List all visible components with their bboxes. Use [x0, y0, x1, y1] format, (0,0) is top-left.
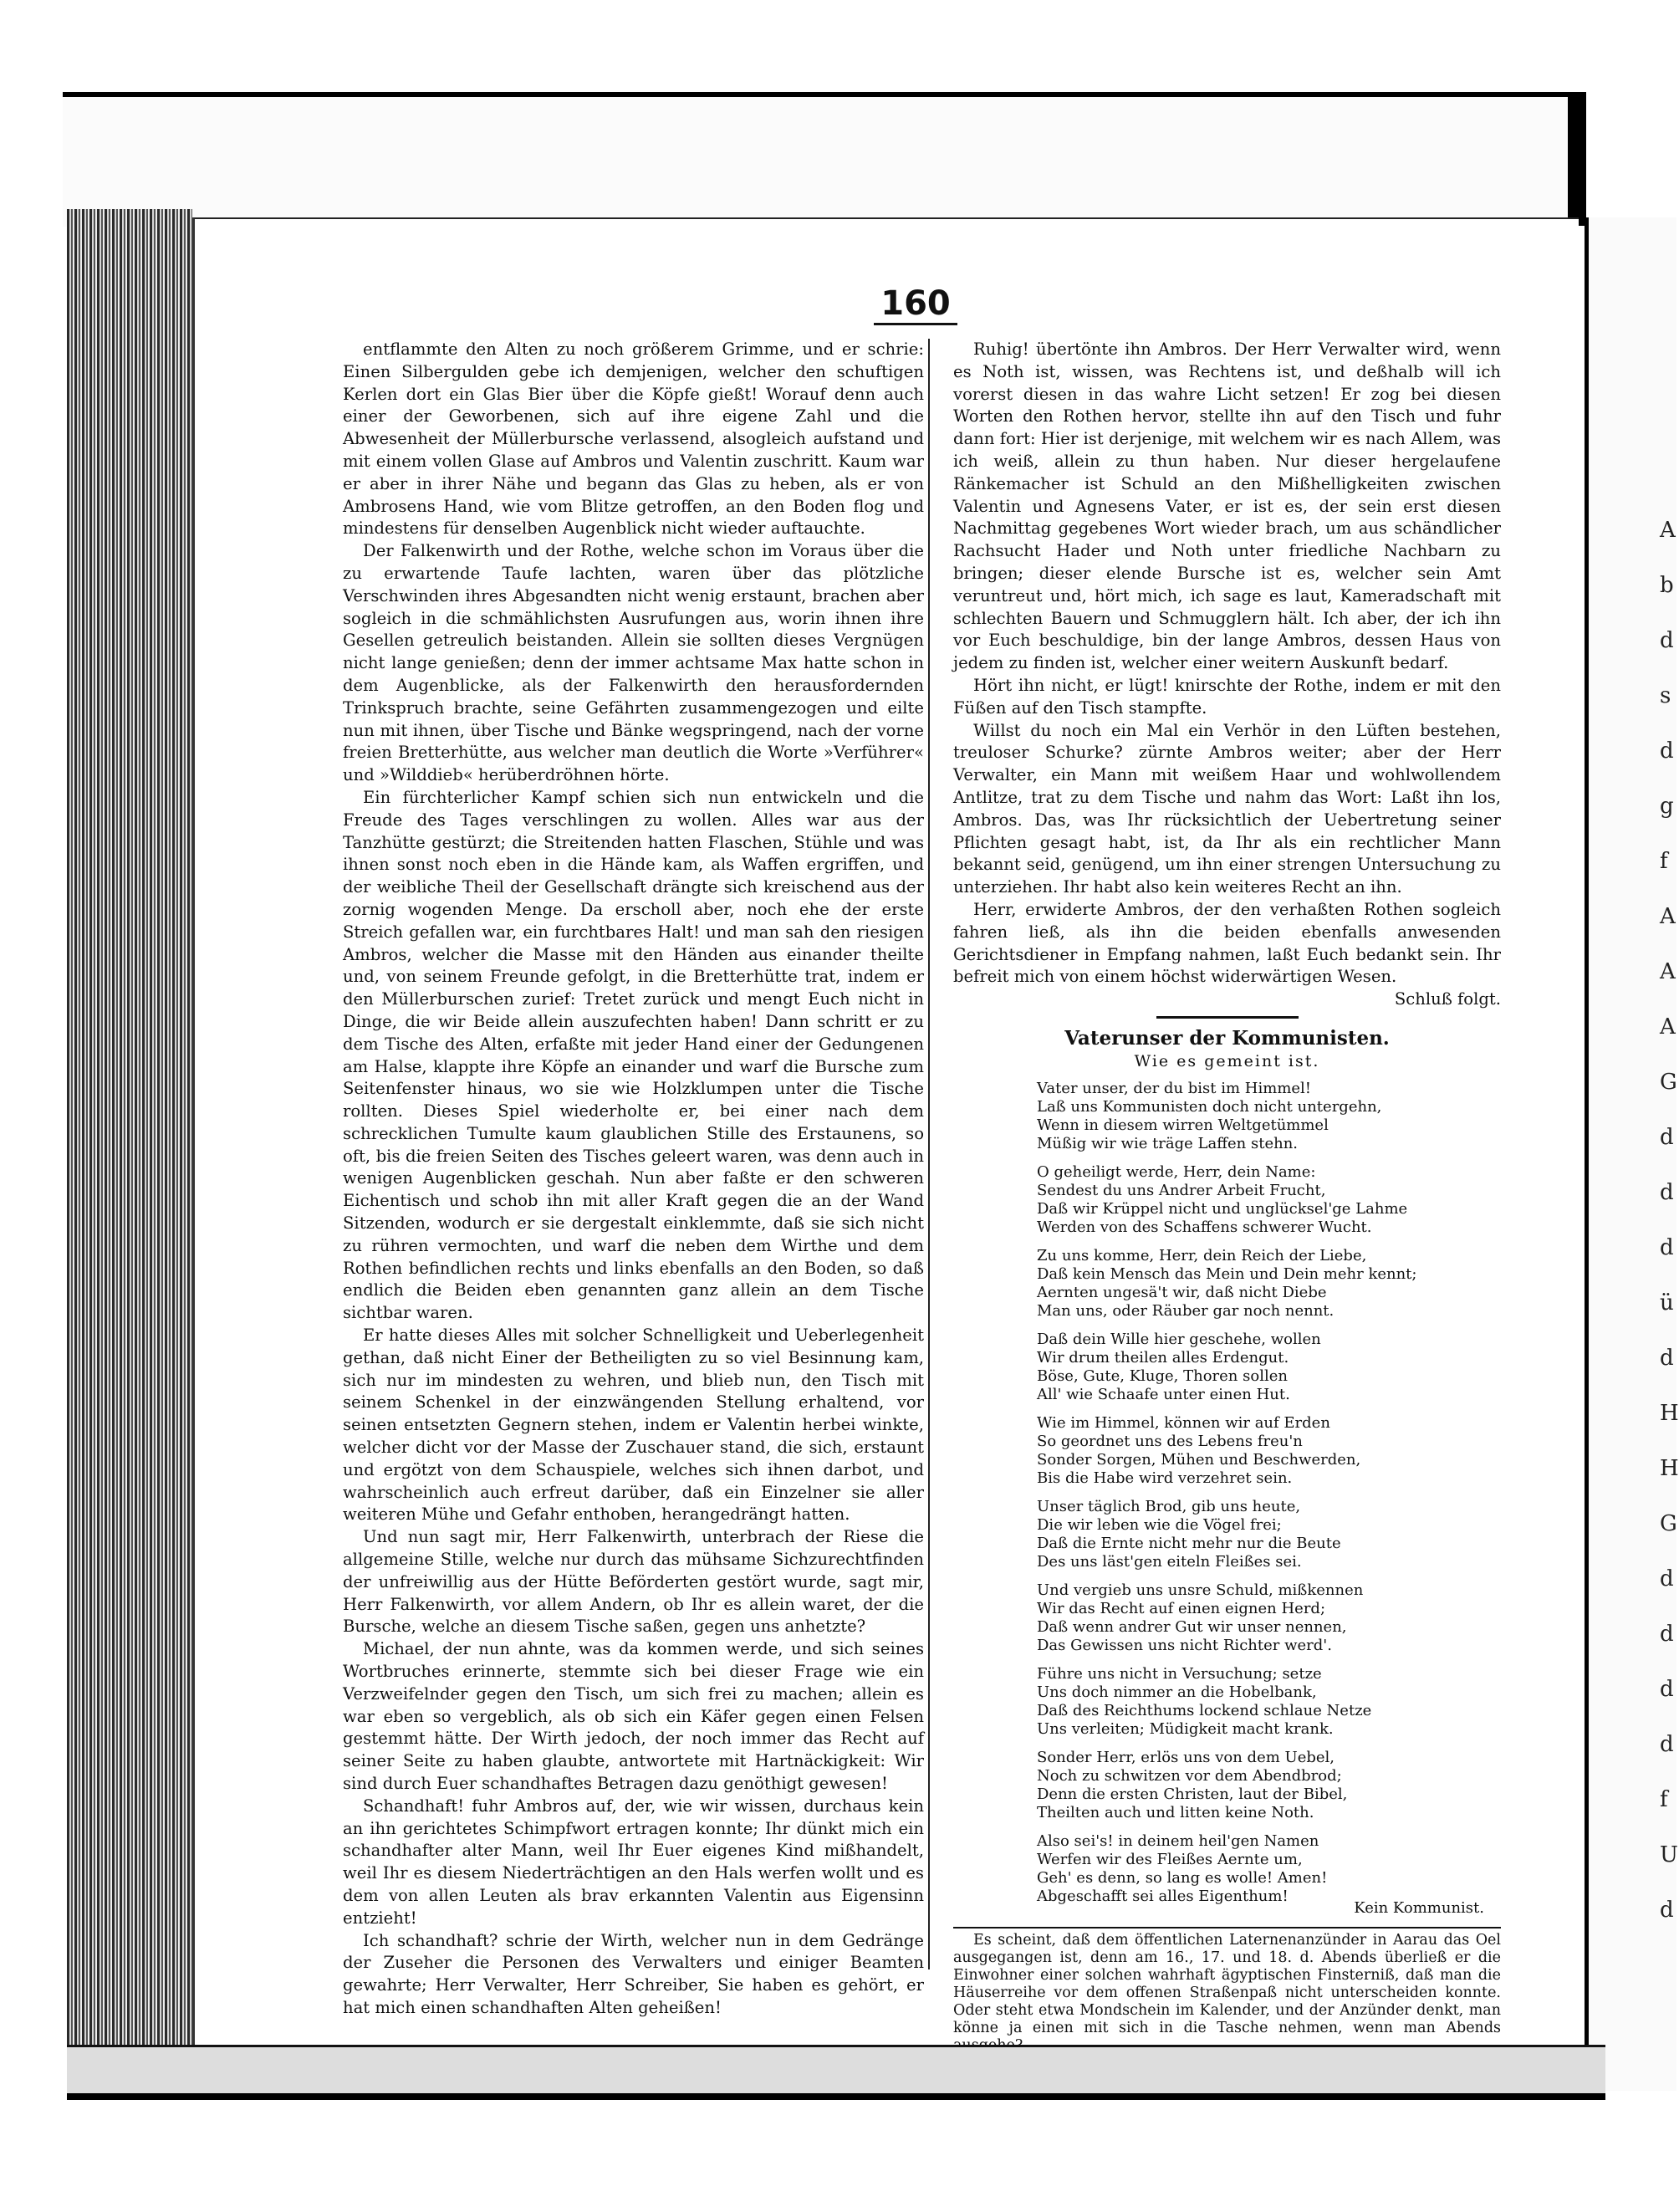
paragraph: Michael, der nun ahnte, was da kommen werde, und sich seines Wortbruches erinnerte, stemmte sich bei dieser Frage wie ein Verzweifelnder gegen den Tisch, um sich frei zu machen; allein es war eben so vergeblich, als ob sich ein Käfer gegen einen Felsen gestemmt hätte. Der Wirth jedoch, der noch immer das Recht auf seiner Seite zu haben glaubte, antwortete mit Hartnäckigkeit: Wir sind durch Euer schandhaftes Betragen dazu genöthigt gewesen!: [343, 1639, 924, 1793]
poem-line: All' wie Schaafe unter einen Hut.: [1037, 1385, 1290, 1403]
poem-line: O geheiligt werde, Herr, dein Name:: [1037, 1162, 1316, 1181]
poem-line: Sonder Sorgen, Mühen und Beschwerden,: [1037, 1450, 1361, 1469]
edge-letter: H: [1660, 1456, 1679, 1481]
edge-letter: f: [1660, 1787, 1668, 1812]
book-page-edges: [67, 209, 192, 2049]
paragraph: Und nun sagt mir, Herr Falkenwirth, unterbrach der Riese die allgemeine Stille, welche nur durch das mühsame Sichzurechtfinden der unfreiwillig aus der Hütte Beförderten gestört wurde, sagt mir, Herr Falkenwirth, vor allem Andern, ob Ihr es allein waret, der die Bursche, welche an diesem Tische saßen, gegen uns anhetzte?: [343, 1527, 924, 1637]
paragraph: Ich schandhaft? schrie der Wirth, welcher nun in dem Gedränge der Zuseher die Personen des Verwalters und einiger Beamten gewahrte; Herr Verwalter, Herr Schreiber, Sie haben es gehört, er hat mich einen schandhaften Alten geheißen!: [343, 1930, 924, 2017]
poem-stanza: [1037, 1163, 1472, 1237]
scan-bottom-margin: [67, 2045, 1605, 2100]
next-page-fragment-letters: [1660, 518, 1679, 1954]
edge-letter: A: [1660, 518, 1676, 543]
poem-line: Führe uns nicht in Versuchung; setze: [1037, 1664, 1322, 1683]
paragraph: Schandhaft! fuhr Ambros auf, der, wie wir wissen, durchaus kein an ihn gerichtetes Schimpfwort ertragen konnte; Ihr dünkt mich ein schandhafter alter Mann, weil Ihr Euer eigenes Kind mißhandelt, weil Ihr es diesem Niederträchtigen an den Hals werfen wollt und es dem von allen Leuten als brav erkannten Valentin aus Eigensinn entzieht!: [343, 1796, 924, 1928]
edge-letter: d: [1660, 1677, 1674, 1702]
poem-line: Daß wir Krüppel nicht und unglücksel'ge Lahme: [1037, 1199, 1408, 1218]
story-continuation: [953, 339, 1501, 989]
poem-line: Wie im Himmel, können wir auf Erden: [1037, 1413, 1330, 1432]
edge-letter: d: [1660, 1346, 1674, 1371]
paragraph: entflammte den Alten zu noch größerem Grimme, und er schrie: Einen Silbergulden gebe ich demjenigen, welcher den schuftigen Kerlen dort ein Glas Bier über die Köpfe gießt! Worauf denn auch einer der Geworbenen, sich auf ihre eigene Zahl und die Abwesenheit der Müllerbursche verlassend, alsogleich aufstand und mit einem vollen Glase auf Ambros und Valentin zuschritt. Kaum war er aber in ihrer Nähe und begann das Glas zu heben, als er von Ambrosens Hand, wie vom Blitze getroffen, an den Boden flog und mindestens für denselben Augenblick nicht wieder auftauchte.: [343, 340, 924, 539]
poem-line: Laß uns Kommunisten doch nicht untergehn,: [1037, 1097, 1382, 1116]
poem-line: Des uns läst'gen eiteln Fleißes sei.: [1037, 1552, 1302, 1571]
poem-line: Noch zu schwitzen vor dem Abendbrod;: [1037, 1766, 1342, 1785]
poem-line: Werfen wir des Fleißes Aernte um,: [1037, 1850, 1303, 1868]
right-column: [953, 339, 1501, 2077]
poem-line: Aernten ungesä't wir, daß nicht Diebe: [1037, 1283, 1327, 1301]
paragraph: Ein fürchterlicher Kampf schien sich nun entwickeln und die Freude des Tages verschlingen zu wollen. Alles war aus der Tanzhütte gestürzt; die Streitenden hatten Flaschen, Stühle und was ihnen sonst noch eben in die Hände kam, als Waffen ergriffen, und der weibliche Theil der Gesellschaft drängte sich kreischend aus der zornig wogenden Menge. Da erscholl aber, noch ehe der erste Streich gefallen war, ein furchtbares Halt! und man sah den riesigen Ambros, welcher die Masse mit den Händen aus einander theilte und, von seinem Freunde gefolgt, in die Bretterhütte trat, indem er den Müllerburschen zurief: Tretet zurück und mengt Euch nicht in Dinge, die wir Beide allein auszufechten haben! Dann schritt er zu dem Tische des Alten, erfaßte mit jeder Hand einer der Gedungenen am Halse, klappte ihre Köpfe an einander und warf die Bursche zum Seitenfenster hinaus, wo sie wie Holzklumpen unter die Tische rollten. Dieses Spiel wiederholte er, bei einer nach dem schrecklichen Tumulte kaum glaublichen Stille des Erstaunens, so oft, bis die freien Seiten des Tisches geleert waren, was denn auch in wenigen Augenblicken geschah. Nun aber faßte er den schweren Eichentisch und schob ihn mit aller Kraft gegen die an der Wand Sitzenden, wodurch er sie dergestalt einklemmte, daß sie sich nicht zu rühren vermochten, und warf die neben dem Wirthe und dem Rothen befindlichen rechts und links ebenfalls an den Boden, so daß endlich die Beiden eben genannten ganz allein an dem Tische sichtbar waren.: [343, 787, 924, 1323]
left-column: [343, 339, 924, 2020]
poem-line: Denn die ersten Christen, laut der Bibel,: [1037, 1785, 1348, 1803]
edge-letter: s: [1660, 683, 1671, 708]
edge-letter: d: [1660, 1732, 1674, 1757]
paragraph: Der Falkenwirth und der Rothe, welche schon im Voraus über die zu erwartende Taufe lachten, waren über das plötzliche Verschwinden ihres Abgesandten nicht wenig erstaunt, brachen aber sogleich in die schmählichsten Ausrufungen aus, worin ihnen ihre Gesellen getreulich beistanden. Allein sie sollten dieses Vergnügen nicht lange genießen; denn der immer achtsame Max hatte schon in dem Augenblicke, als der Falkenwirth den herausfordernden Trinkspruch brachte, seine Gefährten zusammengezogen und eilte nun mit ihnen, über Tische und Bänke wegspringend, nach der vorne freien Bretterhütte, aus welcher man deutlich die Worte »Verführer« und »Wilddieb« herüberdröhnen hörte.: [343, 541, 924, 785]
poem-title: Vaterunser der Kommunisten.: [1064, 1026, 1390, 1050]
poem-line: Und vergieb uns unsre Schuld, mißkennen: [1037, 1581, 1364, 1599]
poem-stanza: [1037, 1665, 1472, 1739]
poem-line: Das Gewissen uns nicht Richter werd'.: [1037, 1636, 1332, 1654]
poem-line: Abgeschafft sei alles Eigenthum!: [1037, 1887, 1289, 1905]
edge-letter: d: [1660, 1125, 1674, 1150]
edge-letter: G: [1660, 1511, 1677, 1536]
scan-top-margin: [63, 92, 1572, 227]
edge-letter: H: [1660, 1401, 1679, 1426]
poem-line: Daß kein Mensch das Mein und Dein mehr kennt;: [1037, 1264, 1417, 1283]
section-divider: [1156, 1016, 1299, 1019]
poem-line: Daß wenn andrer Gut wir unser nennen,: [1037, 1617, 1347, 1636]
edge-letter: d: [1660, 1898, 1674, 1923]
edge-letter: U: [1660, 1842, 1678, 1867]
poem-line: Daß des Reichthums lockend schlaue Netze: [1037, 1701, 1372, 1719]
poem-stanza: [1037, 1080, 1472, 1153]
poem-stanza: [1037, 1414, 1472, 1488]
edge-letter: A: [1660, 904, 1676, 929]
edge-letter: d: [1660, 1235, 1674, 1260]
edge-letter: d: [1660, 738, 1674, 764]
edge-letter: A: [1660, 1014, 1676, 1040]
poem-line: Böse, Gute, Kluge, Thoren sollen: [1037, 1367, 1288, 1385]
poem-subtitle: Wie es gemeint ist.: [1134, 1051, 1320, 1070]
poem-line: Vater unser, der du bist im Himmel!: [1037, 1079, 1312, 1097]
paragraph: Herr, erwiderte Ambros, der den verhaßten Rothen sogleich fahren ließ, als ihn die beiden ebenfalls anwesenden Gerichtsdiener in Empfang nahmen, laßt Euch bedankt sein. Ihr befreit mich von einem höchst widerwärtigen Wesen.: [953, 899, 1501, 987]
column-divider: [928, 339, 930, 1969]
paragraph: Er hatte dieses Alles mit solcher Schnelligkeit und Ueberlegenheit gethan, daß nicht Einer der Betheiligten zu so viel Besinnung kam, sich nur im mindesten zu wehren, und blieb nun, den Tisch mit seinem Schenkel in der einzwängenden Stellung erhaltend, vor seinen entsetzten Gegnern stehen, indem er Valentin herbei winkte, welcher dicht vor der Masse der Zuschauer stand, die sich, erstaunt und ergötzt von dem Schauspiele, welches sich ihnen darbot, und wahrscheinlich auch erfreut darüber, daß ein Einzelner sie aller weiteren Mühe und Gefahr enthoben, herangedrängt hatten.: [343, 1326, 924, 1525]
notice-divider: [953, 1927, 1501, 1928]
poem-body: [953, 1080, 1472, 1906]
poem-stanza: [1037, 1247, 1472, 1321]
edge-letter: A: [1660, 959, 1676, 984]
poem-line: Unser täglich Brod, gib uns heute,: [1037, 1497, 1301, 1515]
notice-text: Es scheint, daß dem öffentlichen Laternenanzünder in Aarau das Oel ausgegangen ist, denn am 16., 17. und 18. d. Abends überließ er die Einwohner einer solchen wahrhaft ägyptischen Finsterniß, daß man die Häuserreihe vor dem offenen Straßenpaß nicht unterscheiden konnte. Oder steht etwa Mondschein im Kalender, und der Anzünder denkt, man könne ja einen mit sich in die Tasche nehmen, wenn man Abends: [953, 1931, 1501, 2036]
edge-letter: d: [1660, 1180, 1674, 1205]
poem-line: Uns verleiten; Müdigkeit macht krank.: [1037, 1719, 1334, 1738]
poem-line: Zu uns komme, Herr, dein Reich der Liebe,: [1037, 1246, 1367, 1264]
paragraph: Willst du noch ein Mal ein Verhör in den Lüften bestehen, treuloser Schurke? zürnte Ambros weiter; aber der Herr Verwalter, ein Mann mit weißem Haar und wohlwollendem Antlitze, trat zu dem Tische und nahm das Wort: Laßt ihn los, Ambros. Das, was Ihr rücksichtlich der Uebertretung seiner Pflichten gesagt habt, ist, da Ihr als ein rechtlicher Mann bekannt seid, genügend, um ihn einer strengen Untersuchung zu unterziehen. Ihr habt also kein weiteres Recht an ihn.: [953, 720, 1501, 897]
poem-line: Wir das Recht auf einen eignen Herd;: [1037, 1599, 1326, 1617]
poem-line: Also sei's! in deinem heil'gen Namen: [1037, 1831, 1319, 1850]
poem-stanza: [1037, 1581, 1472, 1655]
poem-line: Bis die Habe wird verzehret sein.: [1037, 1469, 1293, 1487]
poem-line: Uns doch nimmer an die Hobelbank,: [1037, 1683, 1317, 1701]
scan-edge-shadow: [1568, 92, 1586, 226]
story-signoff: Schluß folgt.: [1394, 989, 1501, 1009]
poem-line: Geh' es denn, so lang es wolle! Amen!: [1037, 1868, 1328, 1887]
poem-stanza: [1037, 1749, 1472, 1822]
edge-letter: d: [1660, 628, 1674, 653]
poem-stanza: [1037, 1498, 1472, 1571]
poem-line: Müßig wir wie träge Laffen stehn.: [1037, 1134, 1299, 1152]
edge-letter: b: [1660, 573, 1674, 598]
poem-line: Wenn in diesem wirren Weltgetümmel: [1037, 1116, 1329, 1134]
poem-signature: Kein Kommunist.: [1354, 1898, 1484, 1917]
edge-letter: g: [1660, 794, 1674, 819]
edge-letter: ü: [1660, 1290, 1674, 1315]
poem-line: Die wir leben wie die Vögel frei;: [1037, 1515, 1282, 1534]
edge-letter: d: [1660, 1566, 1674, 1591]
poem-line: Theilten auch und litten keine Noth.: [1037, 1803, 1314, 1821]
poem-line: Daß die Ernte nicht mehr nur die Beute: [1037, 1534, 1341, 1552]
edge-letter: d: [1660, 1622, 1674, 1647]
poem-stanza: [1037, 1832, 1472, 1906]
poem-line: Daß dein Wille hier geschehe, wollen: [1037, 1330, 1321, 1348]
page-number: 160: [874, 284, 957, 325]
poem-line: So geordnet uns des Lebens freu'n: [1037, 1432, 1303, 1450]
paragraph: Hört ihn nicht, er lügt! knirschte der Rothe, indem er mit den Füßen auf den Tisch stampfte.: [953, 675, 1501, 718]
poem-stanza: [1037, 1331, 1472, 1404]
edge-letter: G: [1660, 1070, 1677, 1095]
poem-line: Werden von des Schaffens schwerer Wucht.: [1037, 1218, 1372, 1236]
paragraph: Ruhig! übertönte ihn Ambros. Der Herr Verwalter wird, wenn es Noth ist, wissen, was Rechtens ist, und deßhalb will ich vorerst diesen in das wahre Licht setzen! Er zog bei diesen Worten den Rothen hervor, stellte ihn auf den Tisch und fuhr dann fort: Hier ist derjenige, mit welchem wir es nach Allem, was ich weiß, allein zu thun haben. Nur dieser hergelaufene Ränkemacher ist Schuld an den Mißhelligkeiten zwischen Valentin und Agnesens Vater, er ist es, der sein erst diesen Nachmittag gegebenes Wort wieder brach, um aus schändlicher Rachsucht Hader und Noth unter friedliche Nachbarn zu bringen; dieser elende Bursche ist es, welcher sein Amt veruntreut und, hört mich, ich sage es laut, Kameradschaft mit schlechten Bauern und Schmugglern hält. Ich aber, der ich ihn vor Euch beschuldige, bin der lange Ambros, dessen Haus von jedem zu finden ist, welcher einer weitern Auskunft bedarf.: [953, 340, 1501, 673]
poem-line: Sendest du uns Andrer Arbeit Frucht,: [1037, 1181, 1326, 1199]
poem-line: Wir drum theilen alles Erdengut.: [1037, 1348, 1289, 1367]
poem-line: Man uns, oder Räuber gar noch nennt.: [1037, 1301, 1335, 1320]
poem-line: Sonder Herr, erlös uns von dem Uebel,: [1037, 1748, 1335, 1766]
edge-letter: f: [1660, 849, 1668, 874]
